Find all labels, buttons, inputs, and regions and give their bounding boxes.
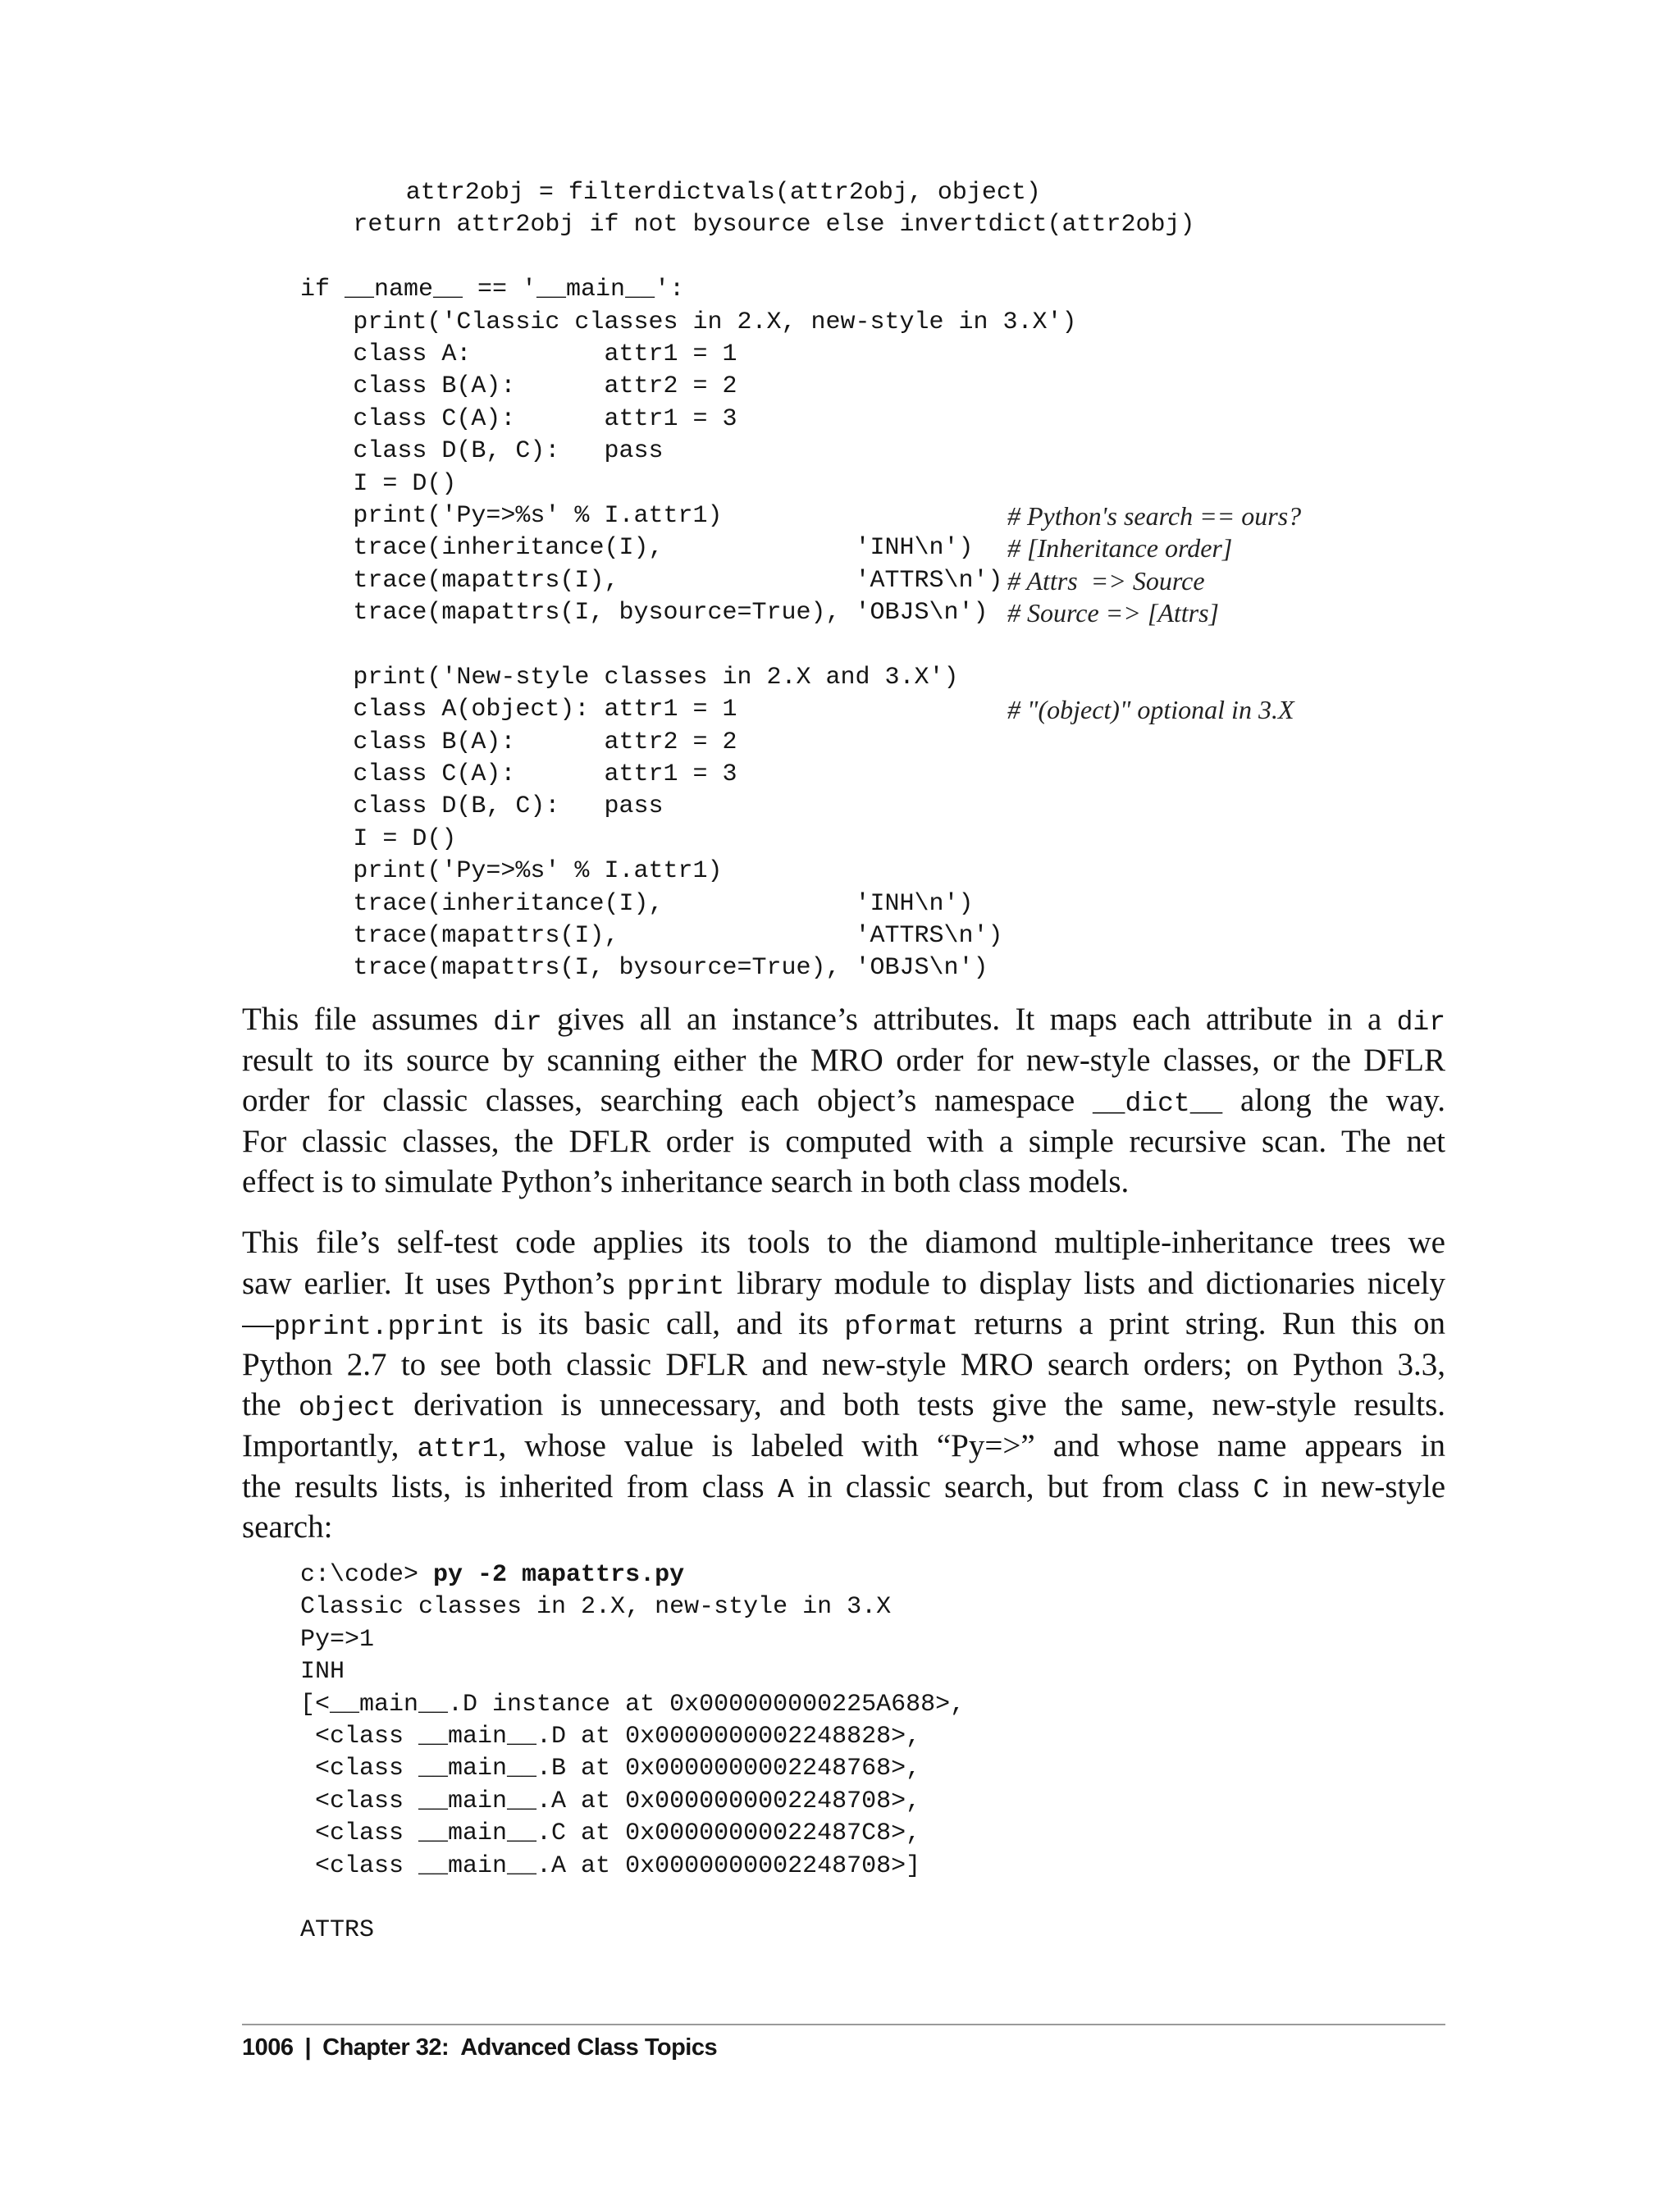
inline-code: A: [777, 1474, 794, 1505]
text-line: [242, 1263, 1445, 1304]
output-text: INH: [300, 1658, 345, 1687]
page-footer: [242, 2034, 717, 2061]
code-text: class A: attr1 = 1: [353, 340, 737, 368]
output-text: <class __main__.C at 0x00000000022487C8>,: [300, 1819, 921, 1848]
text-line: [242, 1507, 1445, 1548]
code-text: trace(mapattrs(I, bysource=True), 'OBJS\n'): [353, 954, 988, 983]
code-text: trace(inheritance(I), 'INH\n'): [353, 889, 974, 918]
text-line: [242, 1426, 1445, 1467]
inline-code: dir: [1396, 1007, 1445, 1038]
text-run: in new-style: [1269, 1468, 1445, 1504]
text-run: search:: [242, 1509, 333, 1545]
output-text: [<__main__.D instance at 0x000000000225A688>,: [300, 1690, 966, 1719]
output-text: <class __main__.A at 0x0000000002248708>]: [300, 1851, 921, 1880]
code-comment: # Source => [Attrs]: [1007, 598, 1219, 628]
page-number: 1006: [242, 2034, 294, 2061]
code-comment: # Attrs => Source: [1007, 565, 1205, 596]
text-run: gives all an instance’s attributes. It maps each attribute in a: [541, 1002, 1397, 1037]
code-text: if __name__ == '__main__':: [300, 276, 685, 304]
inline-code: pprint.pprint: [274, 1312, 486, 1343]
code-text: trace(mapattrs(I), 'ATTRS\n'): [353, 566, 1003, 595]
inline-code: object: [298, 1393, 396, 1424]
footer-separator: |: [304, 2034, 312, 2061]
inline-code: C: [1253, 1474, 1270, 1505]
text-run: Importantly,: [242, 1427, 418, 1463]
output-text: <class __main__.D at 0x0000000002248828>,: [300, 1722, 921, 1751]
code-text: trace(mapattrs(I), 'ATTRS\n'): [353, 921, 1003, 950]
text-run: Python 2.7 to see both classic DFLR and new-style MRO search orders; on Python 3.3,: [242, 1346, 1445, 1382]
code-comment: # "(object)" optional in 3.X: [1007, 695, 1294, 725]
text-line: [242, 1162, 1445, 1203]
text-line: [242, 1222, 1445, 1263]
text-line: [242, 999, 1445, 1040]
text-run: effect is to simulate Python’s inheritance search in both class models.: [242, 1164, 1130, 1200]
text-run: along the way.: [1222, 1083, 1445, 1119]
text-run: result to its source by scanning either the MRO order for new-style classes, or the DFLR: [242, 1042, 1445, 1078]
text-run: This file assumes: [242, 1002, 494, 1037]
inline-code: __dict__: [1092, 1089, 1223, 1120]
body-paragraph-2: [242, 1222, 1445, 1548]
code-text: print('Classic classes in 2.X, new-style in 3.X'): [353, 308, 1077, 336]
text-run: the: [242, 1387, 299, 1423]
text-run: in classic search, but from class: [793, 1468, 1253, 1504]
text-run: the results lists, is inherited from class: [242, 1468, 778, 1504]
code-text: print('New-style classes in 2.X and 3.X'): [353, 663, 959, 692]
code-comment: # Python's search == ours?: [1007, 500, 1302, 531]
text-line: [242, 1080, 1445, 1121]
text-run: saw earlier. It uses Python’s: [242, 1265, 628, 1301]
code-text: I = D(): [353, 469, 457, 498]
code-text: class D(B, C): pass: [353, 437, 664, 466]
inline-code: dir: [493, 1007, 542, 1038]
code-text: trace(mapattrs(I, bysource=True), 'OBJS\n'): [353, 599, 988, 628]
text-run: This file’s self-test code applies its tools to the diamond multiple-inheritance trees we: [242, 1225, 1445, 1260]
code-text: class A(object): attr1 = 1: [353, 696, 737, 724]
text-line: [242, 1040, 1445, 1081]
output-text: <class __main__.A at 0x0000000002248708>,: [300, 1787, 921, 1815]
code-text: I = D(): [353, 824, 457, 853]
text-line: [242, 1121, 1445, 1162]
output-text: Classic classes in 2.X, new-style in 3.X: [300, 1593, 892, 1622]
text-line: [242, 1303, 1445, 1344]
code-text: class B(A): attr2 = 2: [353, 728, 737, 756]
text-line: [242, 1467, 1445, 1508]
output-text: ATTRS: [300, 1916, 375, 1945]
code-comment: # [Inheritance order]: [1007, 533, 1233, 564]
text-run: is its basic call, and its: [485, 1306, 845, 1342]
text-run: derivation is unnecessary, and both tests give the same, new-style results.: [395, 1387, 1445, 1423]
code-text: print('Py=>%s' % I.attr1): [353, 501, 723, 530]
code-text: class C(A): attr1 = 3: [353, 404, 737, 433]
console-command: py -2 mapattrs.py: [433, 1561, 685, 1589]
text-run: —: [242, 1306, 274, 1342]
console-prompt: c:\code>: [300, 1561, 434, 1589]
body-paragraph-1: [242, 999, 1445, 1203]
text-run: For classic classes, the DFLR order is computed with a simple recursive scan. The net: [242, 1123, 1445, 1159]
code-text: class C(A): attr1 = 3: [353, 760, 737, 789]
output-text: <class __main__.B at 0x0000000002248768>,: [300, 1755, 921, 1783]
text-run: library module to display lists and dictionaries nicely: [724, 1265, 1445, 1301]
text-run: , whose value is labeled with “Py=>” and whose name appears in: [498, 1427, 1445, 1463]
inline-code: pformat: [844, 1312, 959, 1343]
code-text: class D(B, C): pass: [353, 792, 664, 821]
text-run: order for classic classes, searching each object’s namespace: [242, 1083, 1093, 1119]
code-text: trace(inheritance(I), 'INH\n'): [353, 534, 974, 563]
code-text: return attr2obj if not bysource else invertdict(attr2obj): [353, 211, 1195, 240]
text-line: [242, 1344, 1445, 1386]
text-run: returns a print string. Run this on: [958, 1306, 1445, 1342]
text-line: [242, 1385, 1445, 1426]
code-text: print('Py=>%s' % I.attr1): [353, 857, 723, 886]
output-text: Py=>1: [300, 1625, 375, 1654]
footer-rule: [242, 2024, 1445, 2025]
chapter-title: Chapter 32: Advanced Class Topics: [322, 2034, 718, 2061]
inline-code: pprint: [627, 1271, 725, 1302]
code-text: class B(A): attr2 = 2: [353, 372, 737, 401]
inline-code: attr1: [417, 1433, 499, 1464]
code-text: attr2obj = filterdictvals(attr2obj, object): [405, 179, 1041, 207]
